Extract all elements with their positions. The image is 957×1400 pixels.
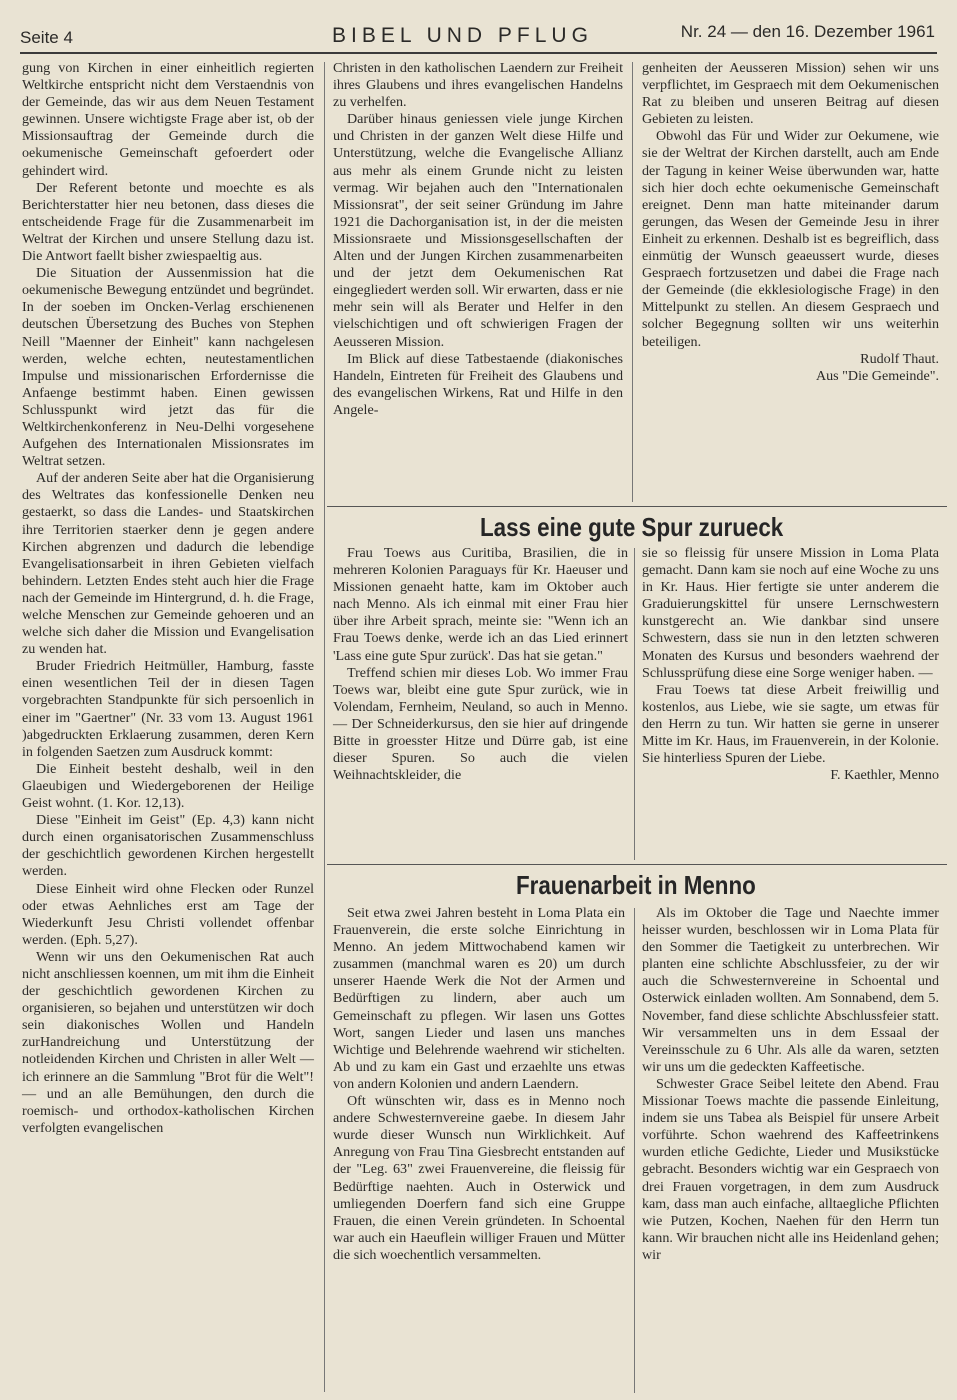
article-column-7 — [642, 905, 939, 1395]
article-column-1 — [22, 60, 314, 1390]
paragraph: Die Einheit besteht deshalb, weil in den Glaeubigen und Wiedergeborenen der Heilige Geist wohnt. (1. Kor. 12,13). — [22, 760, 314, 812]
paragraph: gung von Kirchen in einer einheitlich regierten Weltkirche entspricht nicht dem Verstaendnis von der Gemeinde, das wir aus dem Neuen Testament gewinnen. Unsere wichtigste Frage aber ist, ob der Missionsauftrag der Gemeinde durch die oekumenische Gemeinschaft gefoerdert oder gehindert wird. — [22, 60, 314, 179]
issue-date: Nr. 24 — den 16. Dezember 1961 — [680, 22, 935, 41]
paragraph: Bruder Friedrich Heitmüller, Hamburg, fasste einen wesentlichen Teil der in diesen Tagen vorgebrachten Standpunkte für sich persoenlich in einer im "Gaertner" (Nr. 33 vom 13. August 1961 )abgedruckten Erklaerung zusammen, deren Kern in folgenden Saetzen zum Ausdruck kommt: — [22, 658, 314, 760]
paragraph: Seit etwa zwei Jahren besteht in Loma Plata ein Frauenverein, die erste solche Einrichtung in Menno. An jedem Mittwochabend kamen wir zusammen (manchmal waren es 20) um durch unserer Haende Werk die Not der Armen und Bedürftigen zu lindern, aber auch um Gemeinschaft zu pflegen. Wir lasen uns Gottes Wort, sangen Lieder und lasen uns manches Wichtige und Belehrende waehrend wir stichelten. Ab und zu kam ein Gast und erzaehlte uns etwas von andern Kolonien und andern Laendern. — [333, 905, 625, 1092]
paragraph: Diese Einheit wird ohne Flecken oder Runzel oder etwas Aehnliches erst am Tage der Wiederkunft Jesu Christi vollendet offenbar werden. (Eph. 5,27). — [22, 880, 314, 948]
article-column-6 — [333, 905, 625, 1395]
paragraph: genheiten der Aeusseren Mission) sehen wir uns verpflichtet, im Gespraech mit dem Oekumenischen Rat zu bleiben und unseren Beitrag auf diesen Gebieten zu leisten. — [642, 60, 939, 128]
column-divider — [634, 908, 635, 1393]
paragraph: Obwohl das Für und Wider zur Oekumene, wie sie der Weltrat der Kirchen darstellt, auch am Ende der Tagung in keiner Weise überwunden war, hatte sich hier doch echte oekumenische Gemeinschaft ereignet. Denn man hatte miteinander darum gerungen, das Wesen der Gemeinde Jesu in ihrer Einheit zu erkennen. Deshalb ist es begreiflich, dass einmütig der Wunsch geaeussert wurde, dieses Gespraech fortzusetzen und dabei die Frage nach der Gemeinde (die ekklesiologische Frage) in den Mittelpunkt zu stellen. An diesem Gespraech und solcher Begegnung sollten wir uns weiterhin beteiligen. — [642, 128, 939, 350]
paragraph: Frau Toews tat diese Arbeit freiwillig und kostenlos, aus Liebe, wie sie sagte, um etwas für den Herrn zu tun. Wir hatten sie gerne in unserer Mitte im Kr. Haus, im Frauenverein, in der Kolonie. Sie hinterliess Spuren der Liebe. — [642, 681, 939, 767]
paragraph: Die Situation der Aussenmission hat die oekumenische Bewegung entzündet und begründet. In der soeben im Oncken-Verlag erschienenen deutschen Übersetzung des Buches von Stephen Neill "Maenner der Einheit" kann nachgelesen werden, welche echten, neutestamentlichen Impulse und missionarischen Erfordernisse die Anfaenge bestimmt haben. Einen gewissen Schlusspunkt wird jetzt das für die Weltkirchenkonferenz in Neu-Delhi vorgesehene Aufgehen des Internationalen Missionsrates im Weltrat setzen. — [22, 265, 314, 470]
paragraph: Diese "Einheit im Geist" (Ep. 4,3) kann nicht durch einen organisatorischen Zusammenschluss der geschichtlich gewordenen Kirchen hergestellt werden. — [22, 812, 314, 880]
paragraph: Im Blick auf diese Tatbestaende (diakonisches Handeln, Eintreten für Freiheit des Glaubens und des evangelischen Wirkens, Rat und Hilfe in den Angele- — [333, 350, 623, 418]
paragraph: Auf der anderen Seite aber hat die Organisierung des Weltrates das konfessionelle Denken neu gestaerkt, so dass die Landes- und Staatskirchen ihre Territorien staerker denn je gegen andere Kirchen abgrenzen und dadurch die lebendige Evangelisationsarbeit in ihren Gebieten vielfach behindern. Letzten Endes steht auch hier die Frage nach der Gemeinde im Hintergrund, d. h. die Frage, welche Menschen zur Gemeinde gehoeren und an welche sich daher die Mission und Evangelisation zu wenden hat. — [22, 470, 314, 658]
page-header — [20, 20, 937, 54]
column-divider — [632, 62, 633, 502]
article-headline: Frauenarbeit in Menno — [516, 870, 756, 900]
paragraph: Wenn wir uns den Oekumenischen Rat auch nicht anschliessen koennen, um mit ihm die Einheit der geschichtlich gewordenen Kirchen zu organisieren, so bejahen und unterstützen wir doch sein diakonisches Wollen und Handeln zurHandreichung und Unterstützung der notleidenden Kirchen und Christen in aller Welt — ich erinnere an die Sammlung "Brot für die Welt"! — und an alle Bemühungen, den durch die roemisch- und orthodox-katholischen Kirchen verfolgten evangelischen — [22, 948, 314, 1136]
author-signature: Rudolf Thaut. — [860, 350, 939, 367]
source-credit: Aus "Die Gemeinde". — [815, 367, 939, 384]
column-divider — [634, 548, 635, 860]
section-rule — [327, 506, 947, 507]
author-signature: F. Kaethler, Menno — [830, 767, 939, 784]
masthead-title: BIBEL UND PFLUG — [332, 24, 593, 47]
column-divider — [324, 62, 325, 1392]
paragraph: sie so fleissig für unsere Mission in Loma Plata gemacht. Dann kam sie noch auf eine Woche zu uns in Kr. Haus. Hier fertigte sie unter anderem die Graduierungskittel für unsere Lernschwestern kunstgerecht an. Wie dankbar sind unsere Schwestern, dass sie nun in den letzten schweren Monaten des Kursus und besonders waehrend der Schlussprüfung diese eine Sorge weniger haben. — — [642, 545, 939, 681]
paragraph: Treffend schien mir dieses Lob. Wo immer Frau Toews war, bleibt eine gute Spur zurück, wie in Volendam, Fernheim, Neuland, so auch in Menno. — Der Schneiderkursus, den sie hier auf dringende Bitte in groesster Hitze und Dürre gab, ist eine dieser Spuren. So auch die vielen Weihnachtskleider, die — [333, 664, 628, 784]
article-column-4 — [333, 545, 628, 860]
paragraph: Frau Toews aus Curitiba, Brasilien, die in mehreren Kolonien Paraguays für Kr. Haeuser und Missionen genaeht hatte, kam im Oktober auch nach Menno. Als ich einmal mit einer Frau hier über ihre Arbeit sprach, meinte sie: "Wenn ich an Frau Toews denke, werde ich an das Lied erinnert 'Lass eine gute Spur zurück'. Das hat sie getan." — [333, 545, 628, 664]
article-column-2 — [333, 60, 623, 500]
paragraph: Schwester Grace Seibel leitete den Abend. Frau Missionar Toews machte die passende Einleitung, indem sie uns Tabea als Beispiel für unsere Arbeit vorführte. Schon waehrend des Kaffeetrinkens wurden etliche Gedichte, Lieder und Musikstücke gebracht. Besonders wichtig war ein Gespraech von drei Frauen vorgetragen, in dem zum Ausdruck kam, dass man auch einfache, alltaegliche Pflichten wie Putzen, Kochen, Naehen für den Herrn tun kann. Wir brauchen nicht alle ins Heidenland gehen; wir — [642, 1075, 939, 1263]
article-column-5 — [642, 545, 939, 860]
article-column-3 — [642, 60, 939, 500]
paragraph: Als im Oktober die Tage und Naechte immer heisser wurden, beschlossen wir in Loma Plata für den Sommer die Taetigkeit zu unterbrechen. Wir planten eine schlichte Abschlussfeier, zu der wir auch die Schwesternvereine in Schoental und Osterwick einladen wollten. Am Sonnabend, dem 5. November, fand diese schlichte Abschlussfeier statt. Wir versammelten uns in dem Essaal der Vereinsschule zu 6 Uhr. Als alle da waren, setzten wir uns um die gedeckten Kaffeetische. — [642, 905, 939, 1075]
paragraph: Darüber hinaus geniessen viele junge Kirchen und Christen in der ganzen Welt diese Hilfe und Unterstützung, welche die Evangelische Allianz aus mehr als einem Grunde nicht zu leisten vermag. Wir bejahen auch den "Internationalen Missionsrat", der seit seiner Gründung im Jahre 1921 die Dachorganisation ist, in der die meisten Missionsraete und Missionsgesellschaften der Alten und der Jungen Kirchen zusammenarbeiten und der jetzt dem Oekumenischen Rat eingegliedert werden soll. Wir erwarten, dass er nie mehr sein will als Berater und Helfer in den vielschichtigen und oft schwierigen Fragen der Aeusseren Mission. — [333, 111, 623, 350]
page-number: Seite 4 — [20, 28, 73, 47]
paragraph: Christen in den katholischen Laendern zur Freiheit ihres Glaubens und ihres evangelischen Handelns zu verhelfen. — [333, 60, 623, 111]
article-headline: Lass eine gute Spur zurueck — [480, 512, 784, 542]
paragraph: Oft wünschten wir, dass es in Menno noch andere Schwesternvereine gaebe. In diesem Jahr wurde dieser Wunsch nun Wirklichkeit. Auf Anregung von Frau Tina Giesbrecht entstanden auf der "Leg. 63" zwei Frauenvereine, die fleissig für Bedürftige naehten. Auch in Osterwick und umliegenden Doerfern fand sich eine Gruppe Frauen, die einen Verein gründeten. In Schoental war auch ein Haeuflein williger Frauen und Mütter die sich woechentlich versammelten. — [333, 1093, 625, 1263]
paragraph: Der Referent betonte und moechte es als Berichterstatter hier neu betonen, dass dieses die entscheidende Frage für die Zusammenarbeit im Weltrat der Kirchen und unsere Stellung dazu ist. Die Antwort faellt bisher zwiespaeltig aus. — [22, 179, 314, 265]
section-rule — [327, 864, 947, 865]
